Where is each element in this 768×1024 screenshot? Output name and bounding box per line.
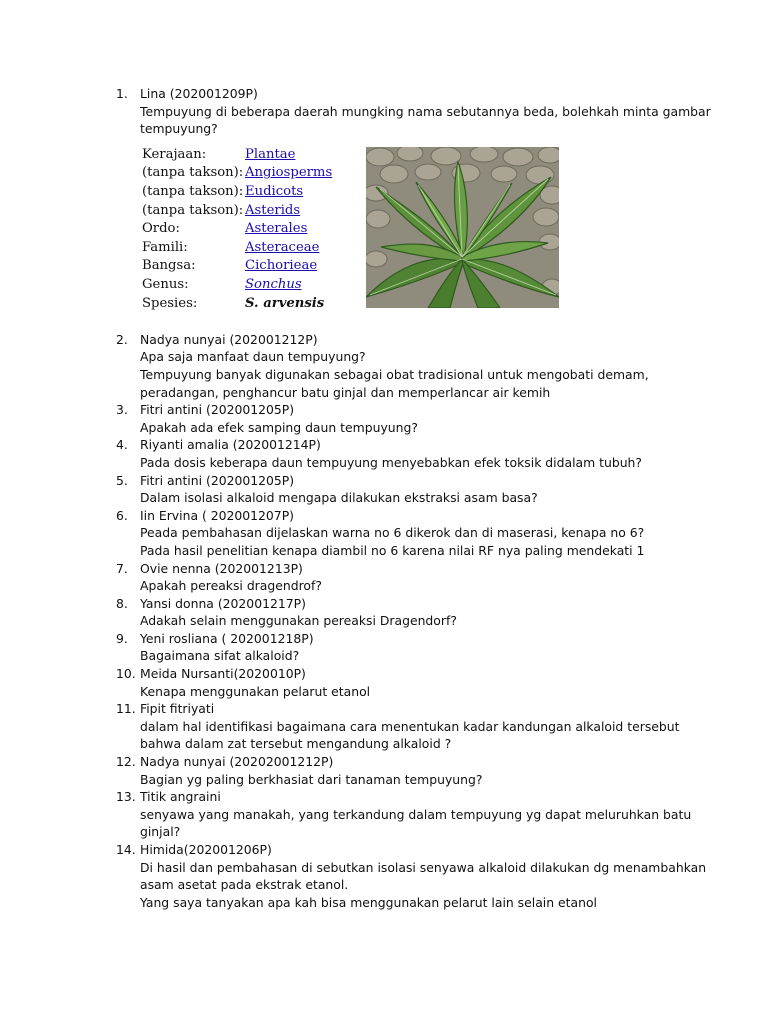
taxonomy-link[interactable]: Cichorieae (245, 258, 318, 274)
question-item (0, 665, 768, 700)
question-number: 8. (116, 595, 128, 611)
question-item (0, 700, 768, 753)
asker-name: Riyanti amalia (202001214P) (140, 437, 321, 453)
taxonomy-species: S. arvensis (245, 295, 325, 311)
asker-name: Fipit fitriyati (140, 701, 215, 717)
question-number: 2. (116, 331, 128, 347)
question-text-line: tempuyung? (140, 121, 218, 137)
question-text-line: ginjal? (140, 824, 181, 840)
question-item (0, 630, 768, 665)
question-item (0, 436, 768, 471)
question-item (0, 472, 768, 507)
asker-name: Yeni rosliana ( 202001218P) (140, 630, 314, 646)
question-number: 7. (116, 560, 128, 576)
question-text-line: Kenapa menggunakan pelarut etanol (140, 683, 371, 699)
question-number: 13. (116, 789, 136, 805)
taxonomy-rank: (tanpa takson): (142, 202, 244, 218)
taxonomy-rank: Kerajaan: (142, 146, 207, 162)
question-item (0, 331, 768, 401)
question-number: 10. (116, 666, 136, 682)
asker-name: Himida(202001206P) (140, 842, 272, 857)
question-text-line: Yang saya tanyakan apa kah bisa menggunakan pelarut lain selain etanol (140, 894, 597, 910)
question-text-line: Di hasil dan pembahasan di sebutkan isolasi senyawa alkaloid dilakukan dg menambahkan (140, 859, 707, 875)
taxonomy-block (0, 146, 768, 331)
question-text-line: dalam hal identifikasi bagaimana cara menentukan kadar kandungan alkaloid tersebut (140, 718, 680, 734)
taxonomy-rank: Famili: (142, 239, 188, 255)
taxonomy-rank: (tanpa takson): (142, 183, 244, 199)
question-item (0, 560, 768, 595)
question-number: 5. (116, 472, 128, 488)
question-item (0, 401, 768, 436)
question-number: 6. (116, 507, 128, 523)
question-number: 3. (116, 402, 128, 418)
asker-name: Lina (202001209P) (140, 86, 258, 101)
question-text-line: Dalam isolasi alkaloid mengapa dilakukan ekstraksi asam basa? (140, 490, 538, 506)
question-number: 14. (116, 842, 136, 857)
question-item (0, 507, 768, 560)
question-number: 1. (116, 86, 128, 101)
question-item (0, 841, 768, 911)
question-text-line: Tempuyung banyak digunakan sebagai obat tradisional untuk mengobati demam, (140, 366, 649, 382)
question-item (0, 753, 768, 788)
question-text-line: Apa saja manfaat daun tempuyung? (140, 349, 366, 365)
question-list (0, 85, 768, 911)
question-text-line: bahwa dalam zat tersebut mengandung alkaloid ? (140, 736, 452, 752)
taxonomy-rank: Spesies: (142, 295, 198, 311)
question-text-line: Bagaimana sifat alkaloid? (140, 648, 300, 664)
question-text-line: Peada pembahasan dijelaskan warna no 6 dikerok dan di maserasi, kenapa no 6? (140, 525, 645, 541)
question-text-line: Pada dosis keberapa daun tempuyung menyebabkan efek toksik didalam tubuh? (140, 454, 642, 470)
taxonomy-link[interactable]: Angiosperms (245, 165, 333, 181)
taxonomy-link[interactable]: Asteraceae (245, 239, 320, 255)
taxonomy-rank: Genus: (142, 276, 189, 292)
question-item (0, 595, 768, 630)
taxonomy-rank: (tanpa takson): (142, 165, 244, 181)
question-text-line: asam asetat pada ekstrak etanol. (140, 877, 349, 893)
taxonomy-rank: Ordo: (142, 221, 180, 237)
taxonomy-link[interactable]: Eudicots (245, 183, 304, 199)
taxonomy-link[interactable]: Asterales (245, 221, 308, 237)
question-text-line: Adakah selain menggunakan pereaksi Dragendorf? (140, 613, 457, 629)
taxonomy-link[interactable]: Plantae (245, 146, 296, 162)
question-text-line: Apakah ada efek samping daun tempuyung? (140, 419, 418, 435)
question-text-line: Pada hasil penelitian kenapa diambil no 6 karena nilai RF nya paling mendekati 1 (140, 542, 645, 558)
question-item (0, 85, 768, 138)
question-number: 11. (116, 701, 136, 717)
taxonomy-link[interactable]: Asterids (245, 202, 301, 218)
plant-photo (366, 147, 559, 308)
asker-name: Fitri antini (202001205P) (140, 472, 295, 488)
asker-name: Ovie nenna (202001213P) (140, 560, 303, 576)
question-text-line: peradangan, penghancur batu ginjal dan memperlancar air kemih (140, 384, 551, 400)
question-text-line: Tempuyung di beberapa daerah mungking nama sebutannya beda, bolehkah minta gambar (140, 103, 711, 119)
taxonomy-rank: Bangsa: (142, 258, 196, 274)
question-text-line: senyawa yang manakah, yang terkandung dalam tempuyung yg dapat meluruhkan batu (140, 806, 692, 822)
taxonomy-link[interactable]: Sonchus (245, 276, 302, 292)
asker-name: Iin Ervina ( 202001207P) (140, 507, 294, 523)
asker-name: Nadya nunyai (20202001212P) (140, 754, 334, 770)
asker-name: Fitri antini (202001205P) (140, 402, 295, 418)
question-text-line: Bagian yg paling berkhasiat dari tanaman tempuyung? (140, 771, 483, 787)
asker-name: Meida Nursanti(2020010P) (140, 666, 306, 682)
question-item (0, 788, 768, 841)
asker-name: Titik angraini (140, 789, 221, 805)
asker-name: Nadya nunyai (202001212P) (140, 331, 318, 347)
question-number: 12. (116, 754, 136, 770)
asker-name: Yansi donna (202001217P) (140, 595, 306, 611)
question-number: 9. (116, 630, 128, 646)
question-number: 4. (116, 437, 128, 453)
question-text-line: Apakah pereaksi dragendrof? (140, 578, 322, 594)
